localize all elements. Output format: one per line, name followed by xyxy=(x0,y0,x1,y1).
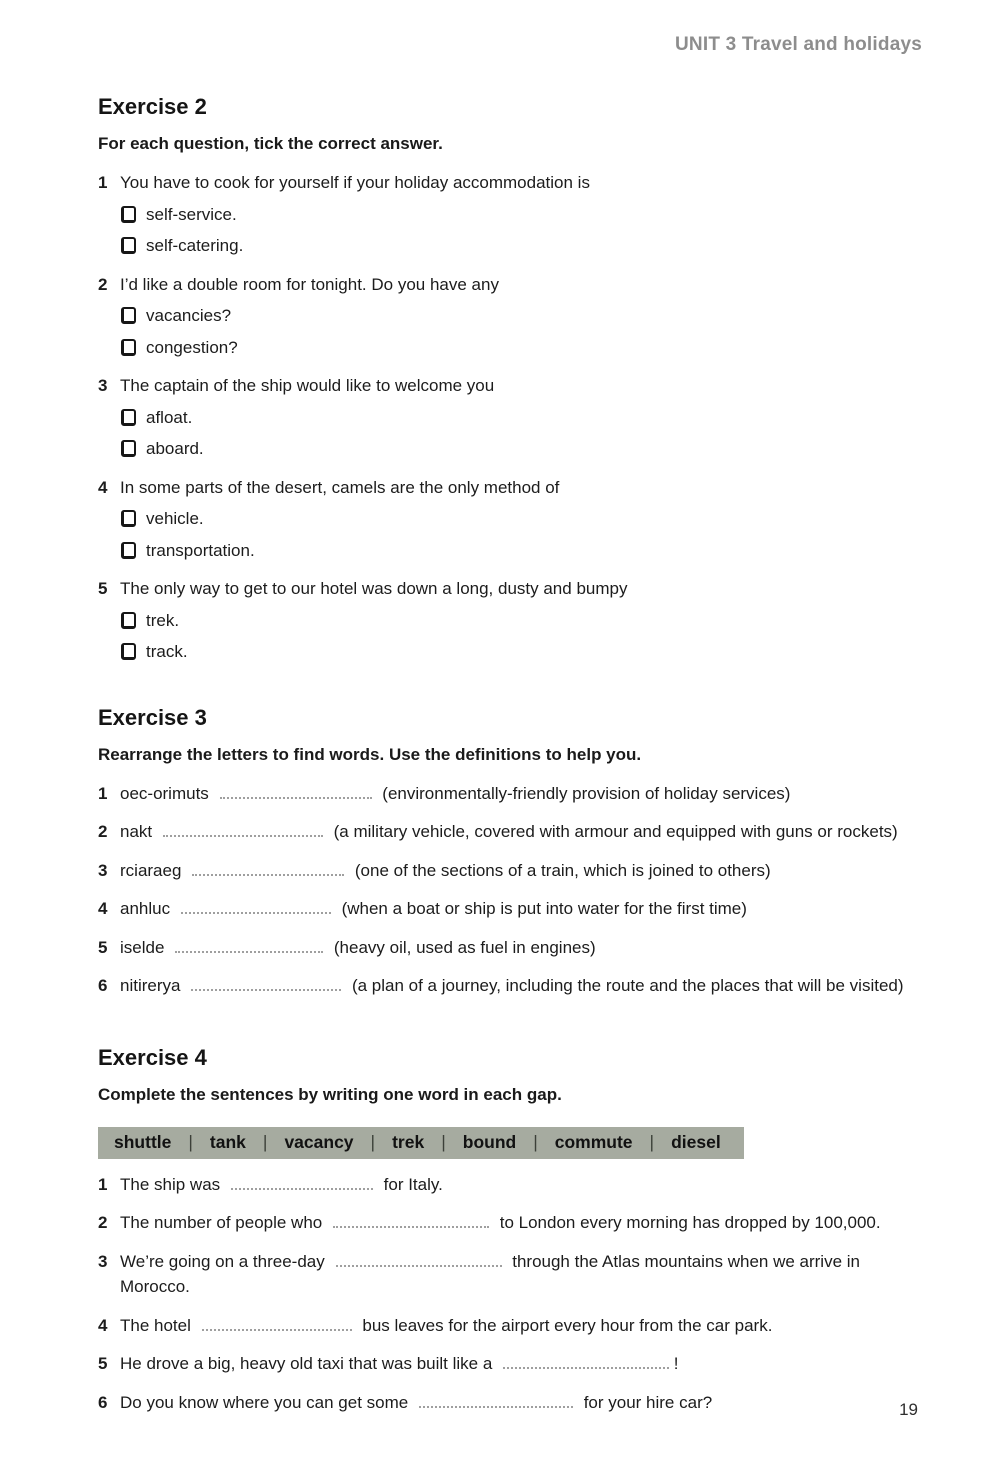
sentence-row xyxy=(98,1390,922,1416)
sentence-before: We’re going on a three-day xyxy=(120,1251,325,1271)
list-item xyxy=(98,973,922,999)
sentence-number: 3 xyxy=(98,1251,108,1271)
answer-option xyxy=(121,335,922,361)
word-bank-word: shuttle xyxy=(114,1131,172,1152)
definition-text: (a plan of a journey, including the route and the places that will be visited) xyxy=(351,976,904,995)
checkbox-icon[interactable] xyxy=(121,339,136,356)
answer-option xyxy=(121,506,922,532)
definition-text: (heavy oil, used as fuel in engines) xyxy=(333,937,596,957)
option-label: congestion? xyxy=(146,337,238,357)
answer-blank[interactable] xyxy=(333,1215,489,1228)
answer-blank[interactable] xyxy=(419,1395,573,1408)
item-number: 6 xyxy=(98,976,108,995)
word-bank-separator: | xyxy=(188,1131,193,1152)
option-label: track. xyxy=(146,642,188,661)
exercise4-title: Exercise 4 xyxy=(98,1044,207,1070)
scrambled-word: nakt xyxy=(120,822,153,841)
question-text: The only way to get to our hotel was down a long, dusty and bumpy xyxy=(120,579,628,598)
answer-blank[interactable] xyxy=(202,1318,352,1331)
item-number: 4 xyxy=(98,899,108,918)
answer-option xyxy=(121,436,922,462)
question-number: 1 xyxy=(98,173,108,192)
word-bank-word: bound xyxy=(462,1131,517,1152)
list-item xyxy=(98,896,922,922)
checkbox-icon[interactable] xyxy=(121,440,136,457)
item-body xyxy=(120,896,912,922)
question-row xyxy=(98,475,922,564)
sentence-row xyxy=(98,1351,922,1377)
option-label: afloat. xyxy=(146,407,193,427)
sentence-after: to London every morning has dropped by 100,000. xyxy=(499,1213,881,1232)
sentence-number: 6 xyxy=(98,1392,108,1412)
sentence-body xyxy=(120,1313,912,1339)
sentence-body xyxy=(120,1210,912,1236)
scrambled-word: nitirerya xyxy=(120,976,181,995)
sentence-before: The ship was xyxy=(120,1174,221,1194)
word-bank-word: tank xyxy=(209,1131,246,1152)
checkbox-icon[interactable] xyxy=(121,409,136,426)
definition-text: (environmentally-friendly provision of holiday services) xyxy=(382,783,791,803)
exercise4-instruction: Complete the sentences by writing one word in each gap. xyxy=(98,1084,562,1104)
answer-blank[interactable] xyxy=(503,1356,669,1369)
checkbox-icon[interactable] xyxy=(121,237,136,254)
question-body xyxy=(120,576,922,665)
option-label: vacancies? xyxy=(146,306,232,325)
sentence-number: 1 xyxy=(98,1174,108,1194)
exercise3-instruction: Rearrange the letters to find words. Use the definitions to help you. xyxy=(98,744,642,764)
question-text: I’d like a double room for tonight. Do you have any xyxy=(120,274,499,294)
sentence-after: ! xyxy=(673,1354,679,1373)
answer-option xyxy=(121,303,922,329)
answer-blank[interactable] xyxy=(220,786,372,799)
sentence-before: Do you know where you can get some xyxy=(120,1392,409,1412)
list-item xyxy=(98,935,922,961)
question-text: The captain of the ship would like to welcome you xyxy=(120,376,495,395)
scrambled-word: rciaraeg xyxy=(120,860,182,880)
question-body xyxy=(120,373,922,462)
answer-blank[interactable] xyxy=(163,824,323,837)
list-item xyxy=(98,858,922,884)
checkbox-icon[interactable] xyxy=(121,542,136,559)
item-body xyxy=(120,935,912,961)
sentence-before: He drove a big, heavy old taxi that was built like a xyxy=(120,1354,493,1373)
question-number: 3 xyxy=(98,376,108,395)
option-label: vehicle. xyxy=(146,509,204,528)
sentence-body xyxy=(120,1351,912,1377)
sentence-number: 5 xyxy=(98,1354,108,1373)
definition-text: (when a boat or ship is put into water for the first time) xyxy=(341,899,747,918)
sentence-after: bus leaves for the airport every hour from the car park. xyxy=(362,1315,773,1335)
item-number: 1 xyxy=(98,783,108,803)
sentence-row xyxy=(98,1249,922,1300)
question-text: In some parts of the desert, camels are the only method of xyxy=(120,477,560,497)
question-number: 2 xyxy=(98,274,108,294)
definition-text: (one of the sections of a train, which is joined to others) xyxy=(354,860,771,880)
sentence-number: 4 xyxy=(98,1315,108,1335)
scrambled-word: iselde xyxy=(120,937,165,957)
page-number: 19 xyxy=(899,1400,918,1419)
unit-header: UNIT 3 Travel and holidays xyxy=(675,34,922,55)
checkbox-icon[interactable] xyxy=(121,510,136,527)
question-number: 4 xyxy=(98,477,108,497)
sentence-after: through the Atlas mountains when we arrive in Morocco. xyxy=(120,1251,860,1296)
answer-blank[interactable] xyxy=(192,863,344,876)
answer-blank[interactable] xyxy=(336,1254,502,1267)
option-label: self-service. xyxy=(146,204,237,224)
question-body xyxy=(120,170,922,259)
word-bank-separator: | xyxy=(441,1131,446,1152)
word-bank-separator: | xyxy=(533,1131,538,1152)
exercise3-title: Exercise 3 xyxy=(98,704,207,730)
checkbox-icon[interactable] xyxy=(121,643,136,660)
word-bank-word: vacancy xyxy=(284,1131,354,1152)
scrambled-word: oec-orimuts xyxy=(120,783,209,803)
checkbox-icon[interactable] xyxy=(121,612,136,629)
answer-option xyxy=(121,202,922,228)
question-body xyxy=(120,272,922,361)
word-bank xyxy=(98,1127,744,1159)
option-label: aboard. xyxy=(146,439,204,458)
question-text: You have to cook for yourself if your holiday accommodation is xyxy=(120,173,590,192)
item-body xyxy=(120,973,912,999)
question-number: 5 xyxy=(98,579,108,598)
sentence-body xyxy=(120,1249,912,1300)
item-number: 5 xyxy=(98,937,108,957)
sentence-before: The hotel xyxy=(120,1315,191,1335)
word-bank-separator: | xyxy=(262,1131,268,1152)
question-row xyxy=(98,373,922,462)
answer-blank[interactable] xyxy=(181,901,331,914)
sentence-before: The number of people who xyxy=(120,1213,323,1232)
answer-option xyxy=(121,405,922,431)
word-bank-word: diesel xyxy=(671,1131,721,1152)
option-label: trek. xyxy=(146,610,180,630)
answer-option xyxy=(121,608,922,634)
sentence-row xyxy=(98,1313,922,1339)
sentence-number: 2 xyxy=(98,1213,108,1232)
answer-option xyxy=(121,538,922,564)
exercise2-questions xyxy=(98,170,922,665)
word-bank-word: trek xyxy=(392,1131,425,1152)
exercise2-title: Exercise 2 xyxy=(98,94,207,119)
sentence-body xyxy=(120,1390,912,1416)
item-body xyxy=(120,858,912,884)
list-item xyxy=(98,819,922,845)
sentence-after: for your hire car? xyxy=(583,1392,713,1412)
sentence-row xyxy=(98,1210,922,1236)
exercise2-instruction: For each question, tick the correct answer. xyxy=(98,134,443,153)
answer-blank[interactable] xyxy=(191,978,341,991)
word-bank-word: commute xyxy=(554,1131,633,1152)
word-bank-separator: | xyxy=(370,1131,376,1152)
sentence-after: for Italy. xyxy=(383,1174,443,1194)
question-row xyxy=(98,170,922,259)
definition-text: (a military vehicle, covered with armour and equipped with guns or rockets) xyxy=(333,822,898,841)
exercise3-items xyxy=(98,781,922,999)
question-row xyxy=(98,576,922,665)
sentence-body xyxy=(120,1172,912,1198)
option-label: self-catering. xyxy=(146,236,244,255)
answer-blank[interactable] xyxy=(175,940,323,953)
option-label: transportation. xyxy=(146,540,255,560)
list-item xyxy=(98,781,922,807)
checkbox-icon[interactable] xyxy=(121,307,136,324)
exercise4-sentences xyxy=(98,1172,922,1416)
answer-option xyxy=(121,233,922,259)
item-body xyxy=(120,819,912,845)
answer-option xyxy=(121,639,922,665)
scrambled-word: anhluc xyxy=(120,899,171,918)
sentence-row xyxy=(98,1172,922,1198)
answer-blank[interactable] xyxy=(231,1177,373,1190)
question-body xyxy=(120,475,922,564)
item-number: 3 xyxy=(98,860,108,880)
item-body xyxy=(120,781,912,807)
checkbox-icon[interactable] xyxy=(121,206,136,223)
item-number: 2 xyxy=(98,822,108,841)
question-row xyxy=(98,272,922,361)
word-bank-separator: | xyxy=(649,1131,655,1152)
